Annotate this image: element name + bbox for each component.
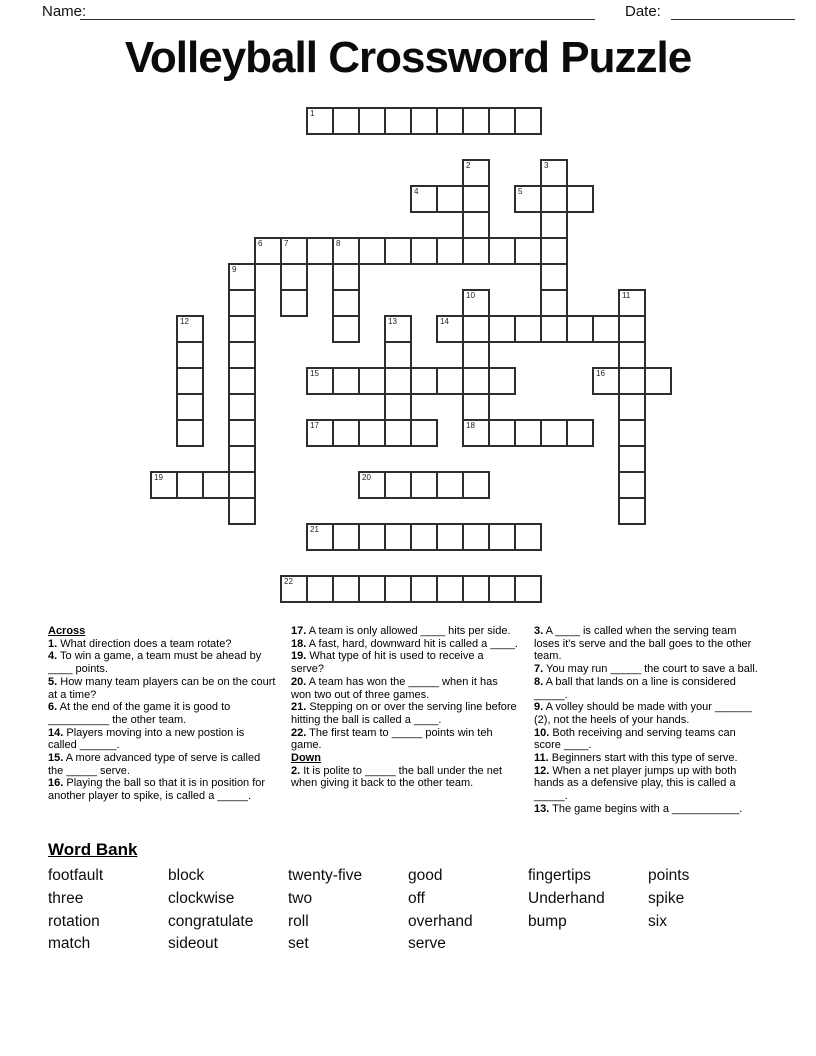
clue-item: 9. A volley should be made with your ______ (2), not the heels of your hands.	[534, 701, 752, 726]
down-heading: Down	[291, 752, 321, 765]
grid-cell	[410, 575, 438, 603]
grid-cell	[384, 471, 412, 499]
word-bank-column	[528, 865, 648, 956]
grid-cell-number: 14	[440, 317, 449, 326]
clue-item: 6. At the end of the game it is good to __________ the other team.	[48, 701, 231, 726]
grid-cell-number: 3	[544, 161, 549, 170]
clue-item: 21. Stepping on or over the serving line before hitting the ball is called a ____.	[291, 701, 517, 726]
word-bank-word: six	[648, 912, 667, 930]
grid-cell	[332, 575, 360, 603]
clue-column	[291, 625, 519, 816]
grid-cell	[358, 575, 386, 603]
grid-cell	[332, 107, 360, 135]
grid-cell	[384, 237, 412, 265]
clue-item-number: 6.	[48, 701, 58, 714]
grid-cell	[462, 289, 490, 317]
grid-cell	[332, 263, 360, 291]
grid-cell	[514, 237, 542, 265]
date-blank-line	[671, 3, 795, 20]
grid-cell-number: 10	[466, 291, 475, 300]
grid-cell	[436, 523, 464, 551]
grid-cell	[384, 367, 412, 395]
word-bank-word: set	[288, 935, 309, 953]
grid-cell	[358, 471, 386, 499]
grid-cell	[436, 575, 464, 603]
grid-cell	[462, 471, 490, 499]
clue-item: 5. How many team players can be on the court at a time?	[48, 675, 276, 701]
grid-cell-number: 22	[284, 577, 293, 586]
grid-cell	[228, 471, 256, 499]
grid-cell	[228, 315, 256, 343]
grid-cell	[540, 315, 568, 343]
grid-cell	[410, 419, 438, 447]
word-bank-word: serve	[408, 935, 446, 953]
word-bank-column	[408, 865, 528, 956]
clue-item-number: 13.	[534, 802, 550, 815]
crossword-grid	[150, 107, 672, 603]
grid-cell	[280, 289, 308, 317]
grid-cell	[228, 393, 256, 421]
grid-cell	[358, 523, 386, 551]
word-bank-section	[48, 840, 788, 956]
grid-cell	[332, 315, 360, 343]
clue-item-number: 18.	[291, 637, 307, 650]
word-bank-word: off	[408, 889, 425, 907]
grid-cell	[228, 419, 256, 447]
grid-cell	[540, 263, 568, 291]
grid-cell	[462, 523, 490, 551]
grid-cell	[280, 575, 308, 603]
grid-cell-number: 19	[154, 473, 163, 482]
grid-cell	[436, 107, 464, 135]
word-bank-word: points	[648, 867, 690, 884]
clue-item-number: 4.	[48, 650, 58, 663]
grid-cell	[566, 315, 594, 343]
grid-cell	[306, 237, 334, 265]
word-bank-word: congratulate	[168, 912, 254, 930]
grid-cell	[410, 237, 438, 265]
clue-column	[534, 625, 762, 816]
clue-item-number: 19.	[291, 650, 307, 663]
word-bank-word: fingertips	[528, 867, 591, 884]
grid-cell	[462, 575, 490, 603]
grid-cell	[514, 107, 542, 135]
grid-cell-number: 16	[596, 369, 605, 378]
clue-item-number: 20.	[291, 675, 307, 688]
grid-cell	[410, 185, 438, 213]
clue-item: 20. A team has won the _____ when it has won two out of three games.	[291, 675, 498, 701]
grid-cell	[540, 211, 568, 239]
grid-cell	[618, 393, 646, 421]
grid-cell-number: 5	[518, 187, 523, 196]
grid-cell	[306, 367, 334, 395]
grid-cell-number: 2	[466, 161, 471, 170]
word-bank-columns	[48, 865, 788, 956]
grid-cell	[358, 419, 386, 447]
grid-cell	[410, 523, 438, 551]
clue-item-number: 17.	[291, 625, 307, 637]
grid-cell	[462, 419, 490, 447]
grid-cell	[384, 107, 412, 135]
grid-cell	[384, 341, 412, 369]
grid-cell	[410, 107, 438, 135]
grid-cell	[514, 523, 542, 551]
grid-cell	[306, 107, 334, 135]
grid-cell	[618, 315, 646, 343]
clue-item: 16. Playing the ball so that it is in position for another player to spike, is called a _____.	[48, 777, 266, 803]
grid-cell	[228, 445, 256, 473]
grid-cell	[462, 237, 490, 265]
word-bank-word: clockwise	[168, 889, 235, 907]
grid-cell	[176, 341, 204, 369]
grid-cell	[306, 523, 334, 551]
grid-cell-number: 4	[414, 187, 419, 196]
grid-cell-number: 18	[466, 421, 475, 430]
grid-cell	[384, 523, 412, 551]
word-bank-word: two	[288, 889, 313, 907]
grid-cell	[228, 263, 256, 291]
grid-cell	[514, 575, 542, 603]
grid-cell	[462, 315, 490, 343]
clue-item: 10. Both receiving and serving teams can score ____.	[534, 726, 736, 752]
grid-cell	[540, 185, 568, 213]
date-label: Date:	[625, 3, 661, 20]
grid-cell	[488, 419, 516, 447]
grid-cell-number: 6	[258, 239, 263, 248]
grid-cell	[592, 315, 620, 343]
clue-item: 11. Beginners start with this type of serve.	[534, 752, 738, 765]
grid-cell-number: 11	[622, 291, 631, 300]
grid-cell	[384, 419, 412, 447]
clue-item: 3. A ____ is called when the serving team loses it's serve and the ball goes to the other team.	[534, 625, 752, 663]
grid-cell-number: 20	[362, 473, 371, 482]
word-bank-column	[648, 865, 768, 956]
grid-cell	[566, 185, 594, 213]
grid-cell	[384, 393, 412, 421]
clue-item: 4. To win a game, a team must be ahead by ____ points.	[48, 650, 262, 676]
clues-section	[48, 625, 764, 816]
grid-cell-number: 17	[310, 421, 319, 430]
word-bank-word: spike	[648, 889, 685, 907]
clue-item: 19. What type of hit is used to receive a serve?	[291, 650, 484, 676]
clue-item-number: 15.	[48, 752, 64, 765]
word-bank-word: Underhand	[528, 889, 605, 907]
grid-cell	[202, 471, 230, 499]
grid-cell-number: 9	[232, 265, 237, 274]
word-bank-word: good	[408, 867, 443, 884]
grid-cell	[592, 367, 620, 395]
word-bank-word: rotation	[48, 912, 100, 930]
clue-item: 17. A team is only allowed ____ hits per side.	[291, 625, 511, 637]
grid-cell	[540, 419, 568, 447]
grid-cell	[176, 471, 204, 499]
grid-cell	[488, 367, 516, 395]
grid-cell	[228, 367, 256, 395]
grid-cell	[176, 367, 204, 395]
grid-cell	[176, 393, 204, 421]
grid-cell	[436, 315, 464, 343]
clue-item-number: 16.	[48, 777, 64, 790]
grid-cell	[358, 237, 386, 265]
grid-cell	[540, 159, 568, 187]
grid-cell	[644, 367, 672, 395]
grid-cell	[618, 445, 646, 473]
word-bank-word: overhand	[408, 912, 473, 930]
grid-cell	[488, 107, 516, 135]
page-title: Volleyball Crossword Puzzle	[124, 33, 692, 82]
grid-cell	[462, 367, 490, 395]
grid-cell	[618, 367, 646, 395]
grid-cell	[410, 471, 438, 499]
clue-item-number: 11.	[534, 752, 549, 765]
grid-cell	[436, 367, 464, 395]
grid-cell	[462, 393, 490, 421]
grid-cell	[540, 289, 568, 317]
grid-cell	[384, 575, 412, 603]
grid-cell	[514, 185, 542, 213]
clue-item: 22. The first team to _____ points win teh game.	[291, 726, 493, 752]
grid-cell-number: 15	[310, 369, 319, 378]
grid-cell	[618, 341, 646, 369]
grid-cell	[618, 289, 646, 317]
grid-cell	[618, 419, 646, 447]
clue-item-number: 9.	[534, 701, 544, 714]
grid-cell	[488, 315, 516, 343]
grid-cell	[514, 419, 542, 447]
clue-item: 18. A fast, hard, downward hit is called a ____.	[291, 637, 518, 650]
word-bank-word: sideout	[168, 935, 218, 953]
grid-cell	[176, 315, 204, 343]
grid-cell-number: 12	[180, 317, 189, 326]
grid-cell-number: 8	[336, 239, 341, 248]
grid-cell	[332, 237, 360, 265]
across-heading: Across	[48, 625, 86, 637]
grid-cell	[462, 107, 490, 135]
grid-cell	[306, 575, 334, 603]
grid-cell	[566, 419, 594, 447]
grid-cell	[462, 341, 490, 369]
grid-cell	[332, 419, 360, 447]
grid-cell	[306, 419, 334, 447]
word-bank-word: three	[48, 889, 84, 907]
clue-item-number: 22.	[291, 726, 307, 739]
grid-cell	[228, 289, 256, 317]
word-bank-word: roll	[288, 912, 309, 930]
grid-cell	[618, 471, 646, 499]
grid-cell	[358, 107, 386, 135]
clue-item: 14. Players moving into a new postion is called ______.	[48, 726, 245, 752]
clue-item-number: 10.	[534, 726, 550, 739]
grid-cell-number: 21	[310, 525, 319, 534]
grid-cell	[618, 497, 646, 525]
grid-cell-number: 1	[310, 109, 315, 118]
clue-item-number: 12.	[534, 764, 550, 777]
grid-cell	[540, 237, 568, 265]
grid-cell	[462, 185, 490, 213]
word-bank-word: footfault	[48, 867, 104, 884]
word-bank-word: bump	[528, 912, 567, 930]
clue-item: 1. What direction does a team rotate?	[48, 637, 232, 650]
grid-cell	[176, 419, 204, 447]
word-bank-column	[168, 865, 288, 956]
word-bank-word: block	[168, 867, 205, 884]
clue-item-number: 5.	[48, 675, 58, 688]
clue-item-number: 21.	[291, 701, 307, 714]
clue-column	[48, 625, 276, 816]
grid-cell-number: 7	[284, 239, 289, 248]
grid-cell	[436, 237, 464, 265]
name-blank-line	[80, 3, 595, 20]
clue-item: 2. It is polite to _____ the ball under the net when giving it back to the other team.	[291, 764, 502, 790]
grid-cell	[358, 367, 386, 395]
grid-cell	[332, 523, 360, 551]
clue-item: 13. The game begins with a ___________.	[534, 802, 743, 815]
grid-cell	[462, 211, 490, 239]
word-bank-word: twenty-five	[288, 867, 363, 884]
grid-cell	[436, 185, 464, 213]
clue-item-number: 7.	[534, 663, 544, 676]
word-bank-heading: Word Bank	[48, 840, 138, 859]
clue-item-number: 3.	[534, 625, 544, 637]
clue-item-number: 14.	[48, 726, 64, 739]
word-bank-word: match	[48, 935, 91, 953]
grid-cell	[514, 315, 542, 343]
clue-item: 7. You may run _____ the court to save a ball.	[534, 663, 758, 676]
word-bank-column	[48, 865, 168, 956]
grid-cell	[332, 289, 360, 317]
clue-item-number: 1.	[48, 637, 58, 650]
grid-cell	[436, 471, 464, 499]
grid-cell	[254, 237, 282, 265]
grid-cell	[488, 523, 516, 551]
name-label: Name:	[42, 3, 87, 20]
grid-cell	[228, 341, 256, 369]
grid-cell	[280, 237, 308, 265]
clue-item: 8. A ball that lands on a line is considered _____.	[534, 675, 736, 701]
grid-cell	[280, 263, 308, 291]
grid-cell	[488, 237, 516, 265]
grid-cell	[384, 315, 412, 343]
grid-cell	[410, 367, 438, 395]
clue-item: 15. A more advanced type of serve is called the _____ serve.	[48, 752, 261, 777]
clue-item: 12. When a net player jumps up with both hands as a defensive play, this is called a _____.	[534, 764, 737, 803]
grid-cell-number: 13	[388, 317, 397, 326]
grid-cell	[488, 575, 516, 603]
grid-cell	[150, 471, 178, 499]
grid-cell	[332, 367, 360, 395]
clue-item-number: 8.	[534, 675, 544, 688]
clue-item-number: 2.	[291, 764, 301, 777]
word-bank-column	[288, 865, 408, 956]
grid-cell	[228, 497, 256, 525]
grid-cell	[462, 159, 490, 187]
